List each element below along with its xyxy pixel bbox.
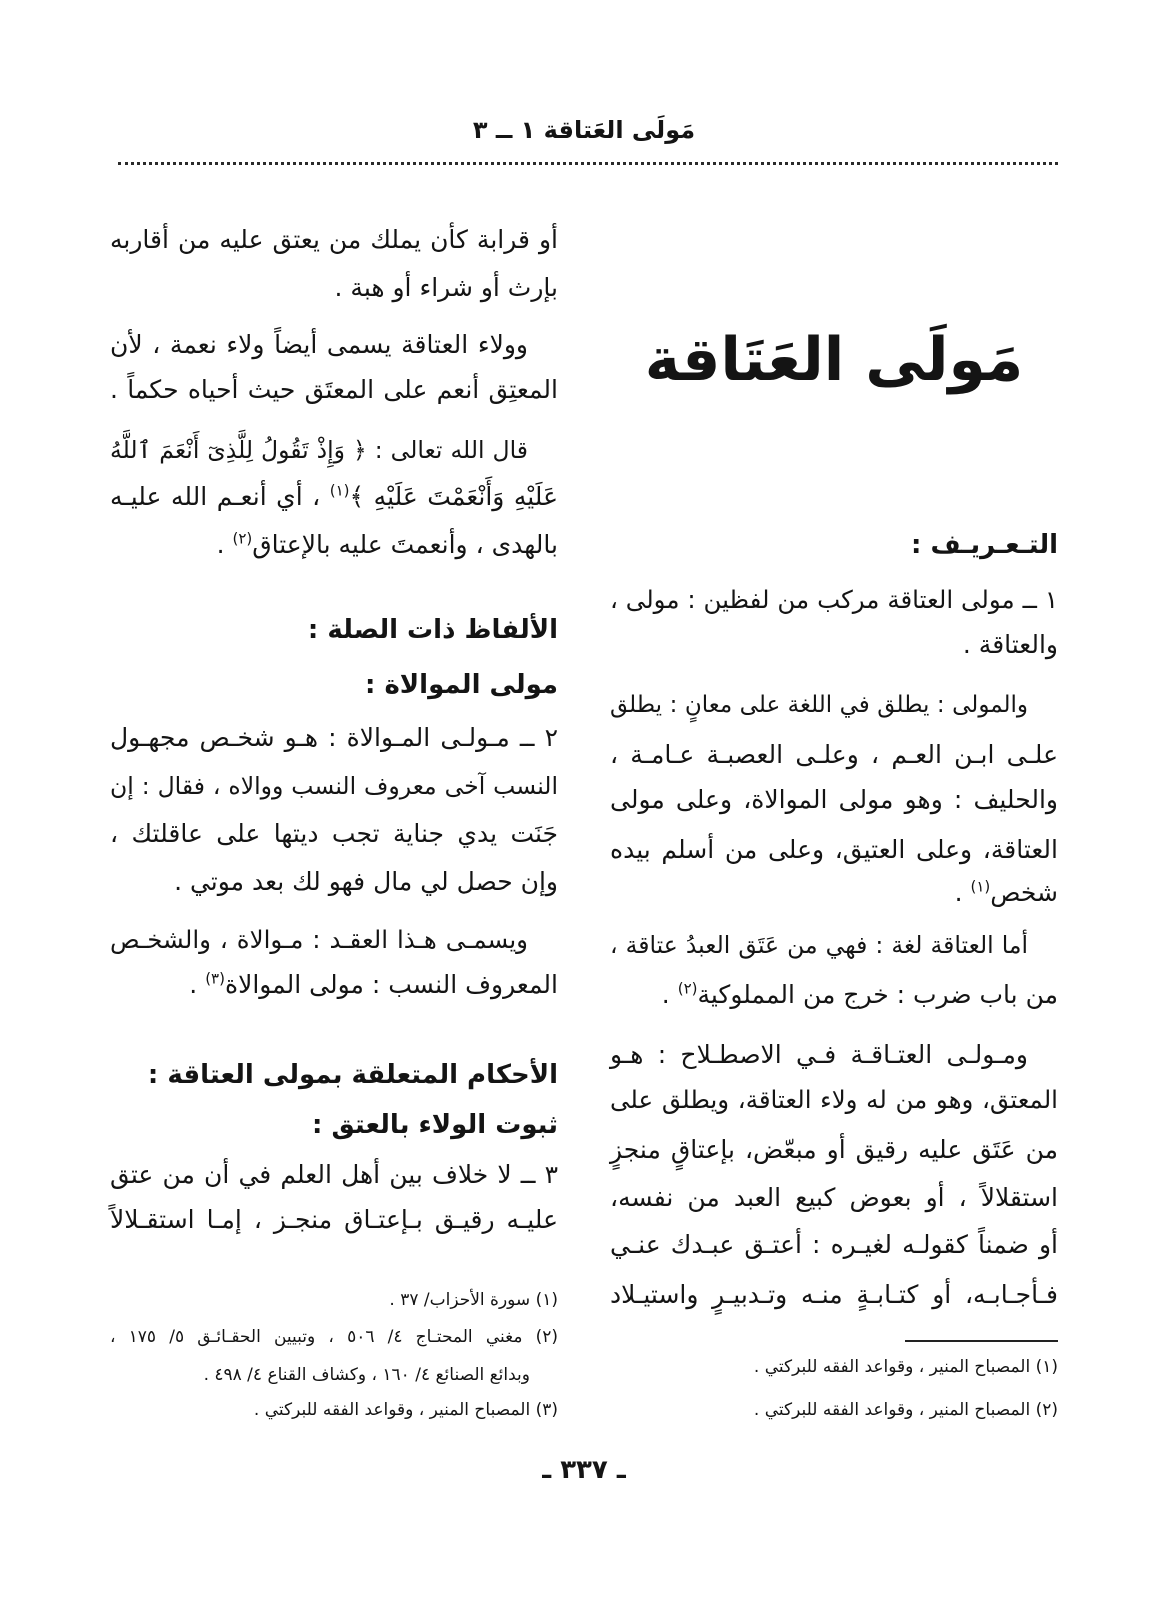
footnote-ref: (١) bbox=[970, 877, 991, 896]
section-heading-rulings: الأحكام المتعلقة بمولى العتاقة : bbox=[147, 1060, 558, 1090]
page-number: ـ ٣٣٧ ـ bbox=[542, 1455, 626, 1485]
footnote-rule bbox=[905, 1340, 1058, 1342]
body-text: . bbox=[189, 970, 206, 999]
body-line: ٢ ــ مـولـى المـوالاة : هـو شخـص مجهـول bbox=[110, 723, 558, 752]
body-line: والحليف : وهو مولى الموالاة، وعلى مولى bbox=[610, 785, 1058, 814]
footnote: (٣) المصباح المنير ، وقواعد الفقه للبركتي . bbox=[253, 1400, 558, 1420]
body-line: استقلالاً ، أو بعوض كبيع العبد من نفسه، bbox=[610, 1183, 1058, 1212]
body-line: بإرث أو شراء أو هبة . bbox=[334, 273, 558, 302]
running-header: مَولَى العَتاقة ١ ــ ٣ bbox=[472, 116, 696, 144]
body-line: أو قرابة كأن يملك من يعتق عليه من أقاربه bbox=[110, 225, 558, 254]
body-line: فـأجـابـه، أو كتـابـةٍ منـه وتـدبيـرٍ واستيـلاد bbox=[610, 1280, 1058, 1309]
body-line: أو ضمناً كقولـه لغيـره : أعتـق عبـدك عنـي bbox=[610, 1230, 1058, 1259]
footnote-continuation: وبدائع الصنائع ٤/ ١٦٠ ، وكشاف القناع ٤/ ٤٩٨ . bbox=[203, 1365, 530, 1385]
left-column bbox=[110, 0, 558, 1605]
footnote-ref: (١) bbox=[329, 481, 350, 500]
body-text: . bbox=[216, 530, 233, 559]
section-heading-definition: التـعـريـف : bbox=[911, 530, 1058, 560]
footnote: (١) المصباح المنير ، وقواعد الفقه للبركتي . bbox=[753, 1357, 1058, 1377]
body-line: وولاء العتاقة يسمى أيضاً ولاء نعمة ، لأن bbox=[110, 330, 528, 359]
body-line bbox=[610, 971, 1058, 1019]
body-line: المعتِق أنعم على المعتَق حيث أحياه حكماً . bbox=[110, 375, 558, 404]
body-line: المعتق، وهو من له ولاء العتاقة، ويطلق على bbox=[610, 1085, 1058, 1114]
body-line bbox=[110, 473, 558, 521]
body-text: المعروف النسب : مولى الموالاة bbox=[224, 970, 558, 999]
subheading-proof-of-wala: ثبوت الولاء بالعتق : bbox=[312, 1110, 558, 1140]
body-line: والعتاقة . bbox=[962, 630, 1058, 659]
body-text: شخص bbox=[990, 878, 1058, 907]
body-line: قال الله تعالى : ﴿ وَإِذْ تَقُولُ لِلَّذِىٓ أَنْعَمَ ٱللَّهُ bbox=[110, 436, 528, 464]
body-line: النسب آخى معروف النسب ووالاه ، فقال : إن bbox=[110, 772, 558, 800]
body-line bbox=[610, 869, 1058, 917]
body-line: جَنَت يدي جناية تجب ديتها على عاقلتك ، bbox=[110, 819, 558, 848]
footnote: (٢) مغني المحتـاج ٤/ ٥٠٦ ، وتبيين الحقـائـق ٥/ ١٧٥ ، bbox=[110, 1327, 559, 1347]
footnote-ref: (٢) bbox=[677, 979, 698, 998]
body-line: ١ ــ مولى العتاقة مركب من لفظين : مولى ، bbox=[610, 585, 1058, 614]
body-text: . bbox=[661, 980, 678, 1009]
body-line bbox=[110, 961, 558, 1009]
body-text: بالهدى ، وأنعمتَ عليه بالإعتاق bbox=[252, 530, 558, 559]
body-line: أما العتاقة لغة : فهي من عَتَق العبدُ عتاقة ، bbox=[610, 931, 1028, 959]
entry-title: مَولَى العَتَاقة bbox=[644, 325, 1024, 395]
body-text: من باب ضرب : خرج من المملوكية bbox=[697, 980, 1058, 1009]
footnote: (٢) المصباح المنير ، وقواعد الفقه للبركتي . bbox=[753, 1400, 1058, 1420]
body-line: وإن حصل لي مال فهو لك بعد موتي . bbox=[174, 867, 558, 896]
footnote: (١) سورة الأحزاب/ ٣٧ . bbox=[389, 1290, 558, 1310]
body-line: ومـولـى العتـاقـة فـي الاصطـلاح : هـو bbox=[610, 1040, 1028, 1069]
body-text: عَلَيْهِ وَأَنْعَمْتَ عَلَيْهِ ﴾ bbox=[349, 482, 558, 511]
body-line: من عَتَق عليه رقيق أو مبعّض، بإعتاقٍ منجزٍ bbox=[610, 1135, 1058, 1164]
subheading-mawla-muwalat: مولى الموالاة : bbox=[365, 670, 558, 700]
body-line: ٣ ــ لا خلاف بين أهل العلم في أن من عتق bbox=[110, 1160, 558, 1189]
body-line: ويسمـى هـذا العقـد : مـوالاة ، والشخـص bbox=[110, 925, 528, 954]
right-column bbox=[610, 0, 1058, 1605]
footnote-ref: (٣) bbox=[205, 969, 225, 988]
section-heading-related-terms: الألفاظ ذات الصلة : bbox=[307, 615, 558, 645]
body-text: . bbox=[954, 878, 971, 907]
body-line: العتاقة، وعلى العتيق، وعلى من أسلم بيده bbox=[610, 835, 1058, 864]
body-line: عليـه رقيـق بـإعتـاق منجـز ، إمـا استقـلالاً bbox=[110, 1205, 558, 1234]
body-text: ، أي أنعـم الله عليـه bbox=[110, 482, 330, 511]
body-line: علـى ابـن العـم ، وعلـى العصبـة عـامـة ، bbox=[610, 740, 1058, 769]
body-line: والمولى : يطلق في اللغة على معانٍ : يطلق bbox=[610, 692, 1028, 718]
body-line bbox=[110, 521, 558, 569]
footnote-ref: (٢) bbox=[232, 529, 253, 548]
